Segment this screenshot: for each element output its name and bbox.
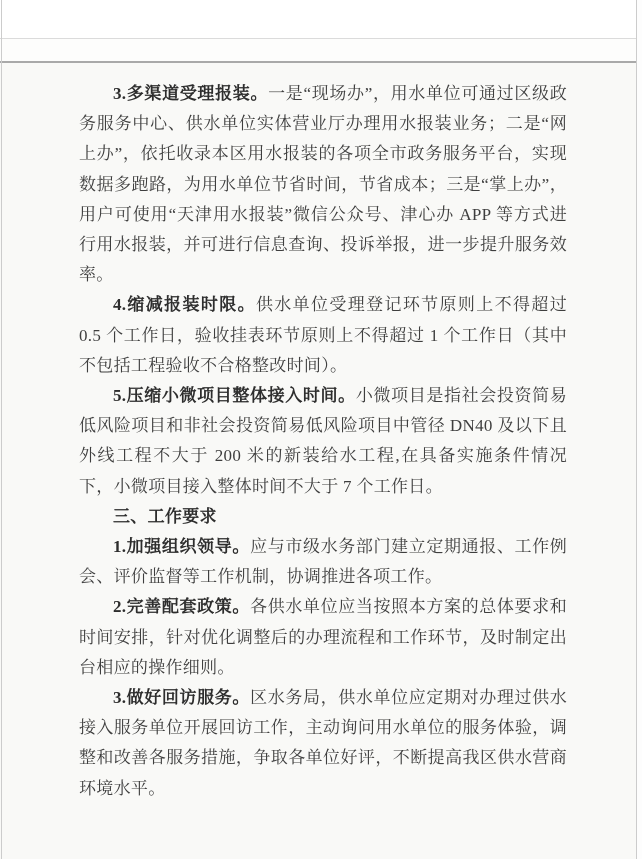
paragraph-lead: 3.多渠道受理报装。	[113, 84, 269, 103]
section-heading	[79, 502, 567, 532]
paragraph	[79, 290, 567, 381]
page-header-band	[0, 39, 642, 63]
paragraph-lead: 1.加强组织领导。	[113, 537, 251, 557]
paragraph-text: 各供水单位应当按照本方案的总体要求和时间安排，针对优化调整后的办理流程和工作环节，及时制定出台相应的操作细则。	[79, 597, 567, 677]
paragraph-lead: 5.压缩小微项目整体接入时间。	[113, 386, 356, 406]
paragraph-lead: 3.做好回访服务。	[113, 688, 251, 708]
paragraph	[79, 532, 567, 592]
paragraph-text: 一是“现场办”，用水单位可通过区级政务服务中心、供水单位实体营业厅办理用水报装业务；二是“网上办”，依托收录本区用水报装的各项全市政务服务平台，实现数据多跑路，为用水单位节省时间，节省成本；三是“掌上办”，用户可使用“天津用水报装”微信公众号、津心办 APP 等方式进行用水报装，并可进行信息查询、投诉举报，进一步提升服务效率。	[79, 84, 567, 285]
page-top-margin	[0, 0, 642, 39]
paragraph-text: 小微项目是指社会投资简易低风险项目和非社会投资简易低风险项目中管径 DN40 及以下且外线工程不大于 200 米的新装给水工程,在具备实施条件情况下，小微项目接入整体时间不大于 7 个工作日。	[79, 386, 567, 496]
paragraph	[79, 592, 567, 683]
section-heading-label: 三、工作要求	[113, 506, 217, 526]
paragraph	[79, 381, 567, 502]
paragraph-text: 区水务局，供水单位应定期对办理过供水接入服务单位开展回访工作，主动询问用水单位的服务体验，调整和改善各服务措施，争取各单位好评，不断提高我区供水营商环境水平。	[79, 688, 567, 798]
paragraph-lead: 2.完善配套政策。	[113, 597, 251, 617]
paragraph-text: 供水单位受理登记环节原则上不得超过 0.5 个工作日，验收挂表环节原则上不得超过 1 个工作日（其中不包括工程验收不合格整改时间）。	[79, 295, 567, 375]
paragraph	[79, 79, 567, 290]
paragraph-lead: 4.缩减报装时限。	[113, 295, 256, 315]
paragraph-text: 应与市级水务部门建立定期通报、工作例会、评价监督等工作机制，协调推进各项工作。	[79, 537, 567, 587]
paragraph	[79, 683, 567, 804]
document-body	[0, 63, 642, 804]
